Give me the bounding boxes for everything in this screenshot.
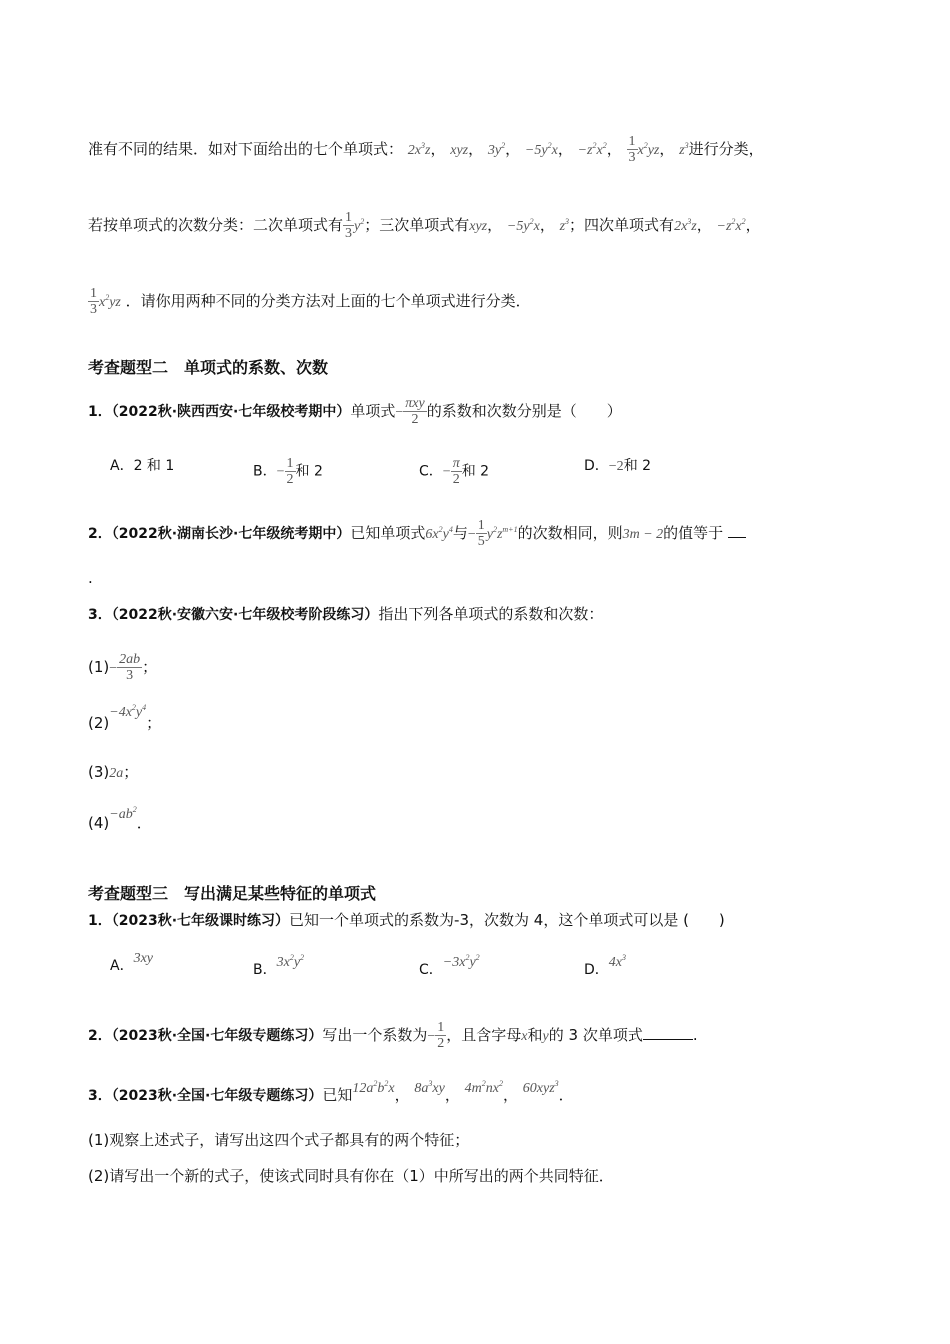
math-frac-1-5: $\frac{1}{5}$ [477,518,485,549]
sec2-q2: 2．（2022秋·湖南长沙·七年级统考期中）已知单项式$6x^2y^4$与− $\frac{1}{5}$ $y^2z^{m+1}$的次数相同，则3m − 2的值等于 [88,518,746,549]
math-frac-1-2: $\frac{1}{2}$ [437,1020,445,1051]
math-neg4x2y4: $-4x^2y^4$ [109,703,147,720]
math-8a3xy: $8a^3xy$ [414,1079,445,1096]
math-y2zm1: $y^2z^{m+1}$ [486,525,518,542]
sec3-q3-sub-2: (2)请写出一个新的式子，使该式同时具有你在（1）中所写出的两个共同特征． [88,1167,614,1185]
math-negz2x2: $-z^2x^2$ [716,217,746,234]
math-frac-1-3: $\frac{1}{3}$ [628,134,636,165]
sec2-q1-option-c[interactable]: C．− $\frac{\pi}{2}$ 和 2 [419,456,490,487]
math-frac-1-3: $\frac{1}{3}$ [345,210,353,241]
math-3xy: 3xy [133,951,154,966]
math-frac-1-2: $\frac{1}{2}$ [286,456,294,487]
math-neg3x2y2: $-3x^2y^2$ [442,953,480,970]
math-2a: 2a [109,766,124,781]
intro-line-1: 准有不同的结果．如对下面给出的七个单项式： $2x^3z$， xyz， $3y^2$， $-5y^2x$， $-z^2x^2$， $\frac{1}{3}$ $x^2yz$， $z^3$进行分类， [88,134,764,165]
math-12a2b2x: $12a^2b^2x$ [352,1079,395,1096]
math-y: y [542,1029,549,1044]
sec2-q1-option-b[interactable]: B．− $\frac{1}{2}$ 和 2 [253,456,323,487]
sec2-q3-item-1: (1)− $\frac{2ab}{3}$ ； [88,652,158,683]
math-3y2: $3y^2$ [487,141,506,158]
sec2-q1: 1．（2022秋·陕西西安·七年级校考期中）单项式− $\frac{\text{πxy}}{2}$ 的系数和次数分别是（ ） [88,396,622,427]
sec3-q3: 3．（2023秋·全国·七年级专题练习）已知$12a^2b^2x$， $8a^3xy$， $4m^2nx^2$， 60xyz$^3$． [88,1079,574,1104]
math-neg2: −2 [608,459,624,474]
answer-blank[interactable] [643,1039,693,1040]
math-neg5y2x: $-5y^2x$ [524,141,558,158]
sec2-q3-item-3: (3)2a； [88,763,139,781]
sec2-q3-item-4: $(4)-ab^2$． [88,805,152,832]
math-x: x [521,1029,528,1044]
intro-line-3: $\frac{1}{3}$ $x^2yz$ ．请你用两种不同的分类方法对上面的七个单项式进行分类． [90,286,531,317]
math-6x2y4: $6x^2y^4$ [425,525,453,542]
answer-blank[interactable] [728,537,746,538]
math-neg5y2x: $-5y^2x$ [506,217,540,234]
math-4m2nx2: $4m^2nx^2$ [464,1079,503,1096]
math-frac-pixy-2: $\frac{\text{πxy}}{2}$ [405,396,425,427]
math-x2yz: $x^2yz$ [99,293,121,310]
math-z3: $z^3$ [679,141,689,158]
sec3-q2: 2．（2023秋·全国·七年级专题练习）写出一个系数为− $\frac{1}{2}$ ，且含字母x和y的 3 次单项式 . [88,1020,698,1051]
math-y2: $y^2$ [354,217,365,234]
section-title-2: 考查题型二 单项式的系数、次数 [88,358,329,377]
intro-line-2: 若按单项式的次数分类：二次单项式有 $\frac{1}{3}$ $y^2$；三次单项式有xyz， $-5y^2x$， $z^3$；四次单项式有$2x^3z$， $-z^2x^2$， [88,210,761,241]
sec3-q1-option-a[interactable]: A．3xy [110,951,154,974]
math-2x3z: $2x^3z$ [674,217,697,234]
sec2-q3: 3．（2022秋·安徽六安·七年级校考阶段练习）指出下列各单项式的系数和次数： [88,605,604,623]
math-frac-1-3: $\frac{1}{3}$ [90,286,97,317]
math-frac-2ab-3: $\frac{2ab}{3}$ [119,652,141,683]
math-z3: $z^3$ [559,217,570,234]
sec2-q2-end: . [88,569,93,587]
math-3m-2: 3m − 2 [622,527,664,542]
math-negab2: $-ab^2$ [109,805,137,822]
sec2-q3-item-2: $(2)-4x^2y^4$； [88,703,162,732]
math-60xyz3: 60xyz$^3$ [522,1079,559,1096]
section-title-3: 考查题型三 写出满足某些特征的单项式 [88,884,377,903]
math-xyz: xyz [450,143,469,158]
math-3x2y2: $3x^2y^2$ [276,953,305,970]
math-frac-pi-2: $\frac{\pi}{2}$ [452,456,460,487]
sec3-q1: 1．（2023秋·七年级课时练习）已知一个单项式的系数为-3，次数为 4，这个单项式可以是 ( ) [88,911,725,929]
math-x2yz: $x^2yz$ [637,141,660,158]
sec2-q1-option-a[interactable]: A．2 和 1 [110,458,175,474]
sec3-q1-option-b[interactable]: B．$3x^2y^2$ [253,953,305,978]
math-negz2x2: $-z^2x^2$ [577,141,607,158]
math-4x3: $4x^3$ [608,953,626,970]
math-xyz: xyz [469,219,488,234]
sec3-q3-sub-1: (1)观察上述式子，请写出这四个式子都具有的两个特征； [88,1131,470,1149]
math-2x3z: $2x^3z$ [407,141,431,158]
sec3-q1-option-d[interactable]: D．$4x^3$ [584,953,626,978]
sec2-q1-option-d[interactable]: D．−2和 2 [584,458,652,474]
sec3-q1-option-c[interactable]: C．$-3x^2y^2$ [419,953,480,978]
